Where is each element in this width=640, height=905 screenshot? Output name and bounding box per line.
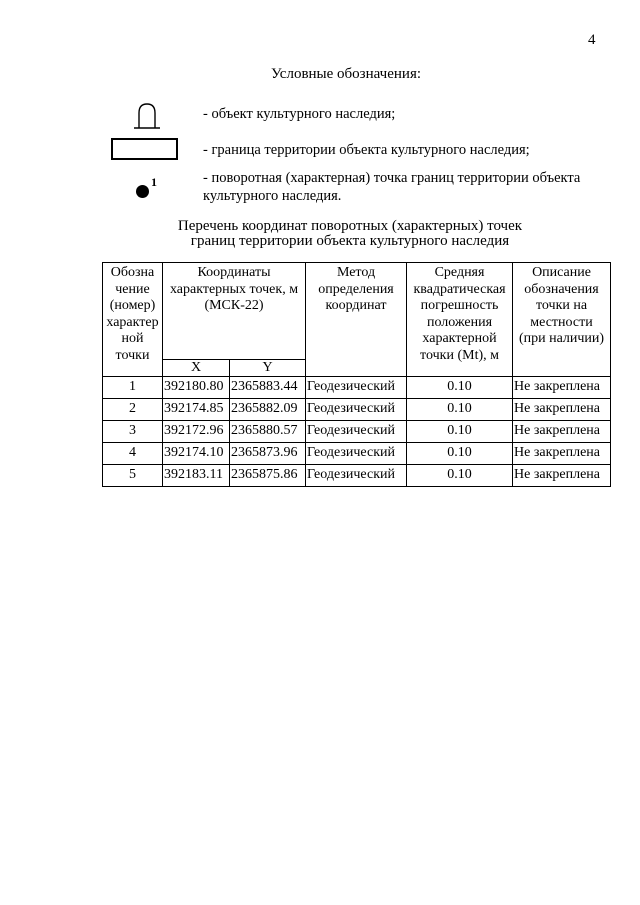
header-text: определения bbox=[318, 281, 394, 297]
cell-point-number: 4 bbox=[103, 443, 163, 465]
table-caption-line2: границ территории объекта культурного наследия bbox=[190, 233, 510, 249]
header-text: положения bbox=[426, 314, 493, 330]
cell-description: Не закреплена bbox=[513, 443, 611, 465]
cell-description: Не закреплена bbox=[513, 465, 611, 487]
table-row bbox=[103, 377, 611, 399]
header-text: характер bbox=[106, 314, 159, 330]
table-row bbox=[103, 421, 611, 443]
header-x: X bbox=[163, 360, 230, 377]
header-text: (МСК-22) bbox=[204, 298, 264, 313]
header-point-number bbox=[103, 263, 163, 377]
table-row bbox=[103, 399, 611, 421]
legend-title: Условные обозначения: bbox=[270, 66, 422, 82]
cell-method: Геодезический bbox=[306, 421, 407, 443]
header-text: ной bbox=[121, 331, 144, 346]
cell-x: 392183.11 bbox=[163, 465, 230, 487]
header-text: Метод bbox=[336, 265, 376, 280]
legend-item-turning-point-line1: - поворотная (характерная) точка границ территории объекта bbox=[203, 170, 581, 186]
header-text: Описание bbox=[532, 265, 591, 280]
header-text: точки на bbox=[535, 298, 588, 313]
cell-error: 0.10 bbox=[407, 399, 513, 421]
table-header-row bbox=[103, 263, 611, 360]
page-number: 4 bbox=[588, 32, 596, 48]
cell-method: Геодезический bbox=[306, 465, 407, 487]
cell-method: Геодезический bbox=[306, 377, 407, 399]
cell-method: Геодезический bbox=[306, 443, 407, 465]
cell-y: 2365873.96 bbox=[230, 443, 306, 465]
legend-item-territory-border: - граница территории объекта культурного наследия; bbox=[203, 142, 530, 158]
table-row bbox=[103, 443, 611, 465]
header-text: Средняя bbox=[434, 265, 485, 280]
table-caption-line1: Перечень координат поворотных (характерных) точек bbox=[177, 218, 523, 234]
header-text: Координаты bbox=[197, 265, 271, 280]
legend-item-heritage-object: - объект культурного наследия; bbox=[203, 106, 396, 122]
header-text: точки bbox=[115, 347, 150, 363]
cell-y: 2365882.09 bbox=[230, 399, 306, 421]
header-method bbox=[306, 263, 407, 377]
cell-description: Не закреплена bbox=[513, 399, 611, 421]
legend-item-turning-point-line2: культурного наследия. bbox=[203, 188, 342, 204]
header-text: характерной bbox=[422, 331, 497, 346]
header-description bbox=[513, 263, 611, 377]
cell-y: 2365880.57 bbox=[230, 421, 306, 443]
cell-y: 2365875.86 bbox=[230, 465, 306, 487]
header-text: Обозна bbox=[110, 265, 155, 280]
header-text: (при наличии) bbox=[518, 331, 605, 346]
header-coordinates bbox=[163, 263, 306, 360]
header-text: характерных точек, м bbox=[169, 281, 299, 297]
table-row bbox=[103, 465, 611, 487]
cell-x: 392174.10 bbox=[163, 443, 230, 465]
heritage-object-icon bbox=[134, 103, 160, 129]
cell-point-number: 5 bbox=[103, 465, 163, 487]
header-y: Y bbox=[230, 360, 306, 377]
header-text: погрешность bbox=[420, 298, 499, 313]
header-text: местности bbox=[530, 314, 593, 330]
cell-error: 0.10 bbox=[407, 377, 513, 399]
cell-y: 2365883.44 bbox=[230, 377, 306, 399]
cell-error: 0.10 bbox=[407, 421, 513, 443]
header-error bbox=[407, 263, 513, 377]
table-caption bbox=[0, 219, 640, 249]
header-text: (номер) bbox=[109, 298, 156, 313]
cell-point-number: 2 bbox=[103, 399, 163, 421]
coordinates-table bbox=[102, 262, 611, 487]
cell-description: Не закреплена bbox=[513, 421, 611, 443]
cell-point-number: 3 bbox=[103, 421, 163, 443]
header-text: точки (Mt), м bbox=[420, 347, 499, 363]
legend-item-turning-point bbox=[203, 169, 580, 205]
header-text: чение bbox=[115, 281, 150, 297]
cell-description: Не закреплена bbox=[513, 377, 611, 399]
cell-error: 0.10 bbox=[407, 443, 513, 465]
turning-point-icon bbox=[136, 185, 149, 198]
cell-x: 392172.96 bbox=[163, 421, 230, 443]
turning-point-number: 1 bbox=[151, 175, 157, 189]
header-text: координат bbox=[325, 298, 387, 313]
cell-method: Геодезический bbox=[306, 399, 407, 421]
cell-point-number: 1 bbox=[103, 377, 163, 399]
cell-x: 392180.80 bbox=[163, 377, 230, 399]
cell-x: 392174.85 bbox=[163, 399, 230, 421]
cell-error: 0.10 bbox=[407, 465, 513, 487]
header-text: квадратическая bbox=[413, 281, 506, 297]
territory-border-icon bbox=[111, 138, 178, 160]
header-text: обозначения bbox=[524, 281, 599, 297]
